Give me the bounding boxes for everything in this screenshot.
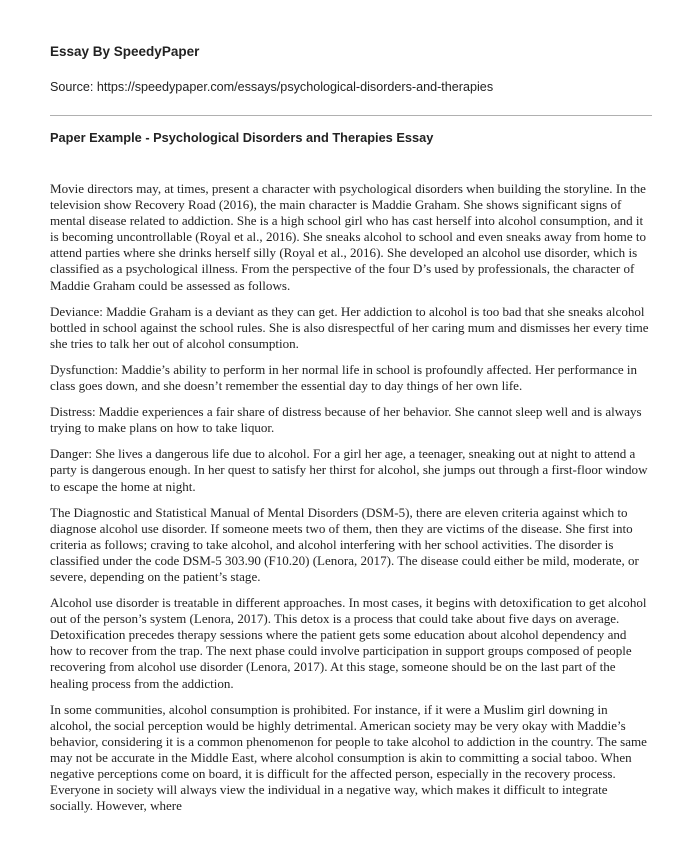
essay-paragraph: Movie directors may, at times, present a character with psychological disorders when building the storyline. In the television show Recovery Road (2016), the main character is Maddie Graham. She shows significant signs of mental disease related to addiction. She is a high school girl who has cast herself into alcohol consumption, and it is becoming uncontrollable (Royal et al., 2016). She sneaks alcohol to school and even sneaks away from home to attend parties where she drinks herself silly (Royal et al., 2016). She developed an alcohol use disorder, which is classified as a psychological illness. From the perspective of the four D’s used by professionals, the character of Maddie Graham could be assessed as follows. — [50, 181, 647, 293]
essay-paragraph: In some communities, alcohol consumption is prohibited. For instance, if it were a Muslim girl downing in alcohol, the social perception would be highly detrimental. American society may be very okay with Maddie’s behavior, considering it is a common phenomenon for people to take alcohol to addiction in the country. The same may not be accurate in the Middle East, where alcohol consumption is akin to committing a social taboo. When negative perceptions come on board, it is difficult for the affected person, especially in the recovery process. Everyone in society will always view the individual in a negative way, which makes it difficult to integrate socially. However, where — [50, 701, 647, 814]
essay-paragraph: Dysfunction: Maddie’s ability to perform in her normal life in school is profoundly affected. Her performance in class goes down, and she doesn’t remember the essential day to day things of her own life. — [50, 361, 638, 394]
essay-paragraph: Deviance: Maddie Graham is a deviant as they can get. Her addiction to alcohol is too bad that she sneaks alcohol bottled in school against the school rules. She is also disrespectful of her caring mum and dismisses her every time she tries to talk her out of alcohol consumption. — [50, 303, 649, 351]
paper-title: Paper Example - Psychological Disorders and Therapies Essay — [50, 130, 434, 145]
essay-paragraph: Distress: Maddie experiences a fair share of distress because of her behavior. She cannot sleep well and is always trying to make plans on how to take liquor. — [50, 404, 642, 436]
header-divider — [50, 115, 652, 116]
essay-body — [50, 181, 652, 814]
document-header — [50, 0, 652, 95]
document-page — [50, 0, 652, 850]
essay-paragraph: Alcohol use disorder is treatable in different approaches. In most cases, it begins with detoxification to get alcohol out of the person’s system (Lenora, 2017). This detox is a process that could take about five days on average. Detoxification precedes therapy sessions where the patient gets some education about alcohol dependency and how to recover from the trap. The next phase could involve participation in support groups composed of people recovering from alcohol use disorder (Lenora, 2017). At this stage, someone should be on the last part of the healing process from the addiction. — [50, 595, 647, 691]
essay-paragraph: The Diagnostic and Statistical Manual of Mental Disorders (DSM-5), there are eleven criteria against which to diagnose alcohol use disorder. If someone meets two of them, then they are victims of the disease. She first into criteria as follows; craving to take alcohol, and alcohol interfering with her school activities. The disorder is classified under the code DSM-5 303.90 (F10.20) (Lenora, 2017). The disease could either be mild, moderate, or severe, depending on the patient’s stage. — [50, 504, 639, 584]
essay-paragraph: Danger: She lives a dangerous life due to alcohol. For a girl her age, a teenager, sneaking out at night to attend a party is dangerous enough. In her quest to satisfy her thirst for alcohol, she jumps out through a first-floor window to escape the home at night. — [50, 446, 648, 494]
brand-heading: Essay By SpeedyPaper — [50, 44, 200, 59]
source-line: Source: https://speedypaper.com/essays/psychological-disorders-and-therapies — [50, 80, 494, 94]
